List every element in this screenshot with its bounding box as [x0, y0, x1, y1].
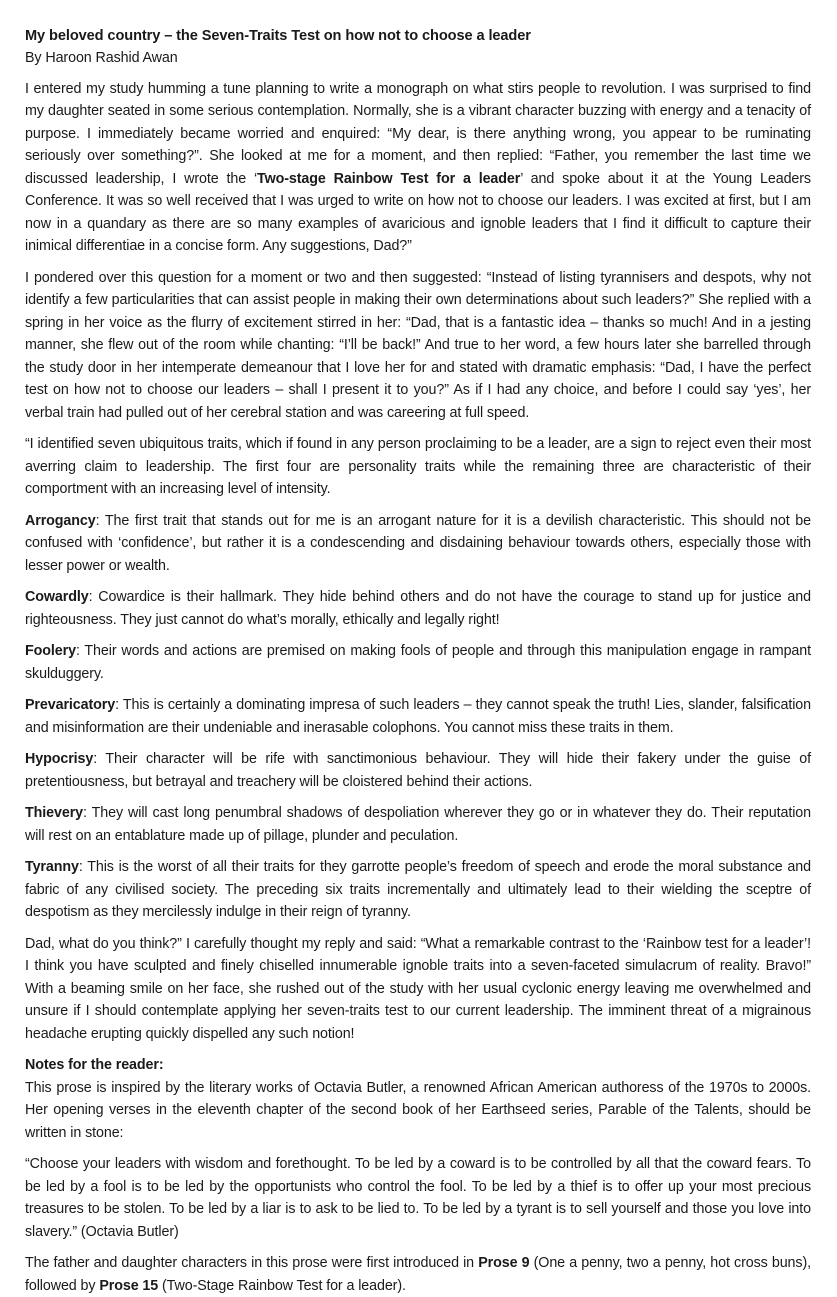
trait-name: Hypocrisy — [25, 751, 94, 767]
notes-final-paragraph — [25, 1252, 811, 1297]
butler-quote: “Choose your leaders with wisdom and forethought. To be led by a coward is to be controlled by all that the coward fears. To be led by a fool is to be led by the opportunists who control the fool. To be led by a thief is to offer up your most precious treasures to be stolen. To be led by a liar is to ask to be lied to. To be led by a tyrant is to sell yourself and those you love into slavery.” (Octavia Butler) — [25, 1156, 811, 1240]
trait-text: : Their character will be rife with sanctimonious behaviour. They will hide their fakery under the guise of pretentiousness, but betrayal and treachery will be cloistered behind their actions. — [25, 751, 811, 790]
prose-9-reference: Prose 9 — [478, 1255, 530, 1271]
trait-text: : This is certainly a dominating impresa of such leaders – they cannot speak the truth! Lies, slander, falsification and misinformation are their undeniable and inerasable colophons. You cannot miss these traits in them. — [25, 697, 811, 736]
trait-text: : Cowardice is their hallmark. They hide behind others and do not have the courage to stand up for justice and righteousness. They just cannot do what’s morally, ethically and legally right! — [25, 589, 811, 628]
rainbow-test-reference: Two-stage Rainbow Test for a leader — [257, 170, 521, 187]
byline: By Haroon Rashid Awan — [25, 50, 178, 66]
intro-paragraph-3: “I identified seven ubiquitous traits, which if found in any person proclaiming to be a leader, are a sign to reject even their most averring claim to leadership. The first four are personality traits while the remaining three are characteristic of their comportment with an increasing level of intensity. — [25, 436, 811, 497]
notes-text: The father and daughter characters in this prose were first introduced in — [25, 1255, 479, 1271]
trait-text: : Their words and actions are premised on making fools of people and through this manipulation engage in rampant skulduggery. — [25, 643, 811, 682]
notes-paragraph: This prose is inspired by the literary works of Octavia Butler, a renowned African American authoress of the 1970s to 2000s. Her opening verses in the eleventh chapter of the second book of her Earthseed series, Parable of the Talents, should be written in stone: — [25, 1079, 811, 1141]
trait-name: Prevaricatory — [25, 697, 116, 713]
trait-paragraph — [25, 748, 811, 793]
intro-paragraph-2: I pondered over this question for a moment or two and then suggested: “Instead of listing tyrannisers and despots, why not identify a few particularities that can assist people in making their own determinations about such leaders?” She replied with a spring in her voice as the flurry of excitement stirred in her: “Dad, that is a fantastic idea – thanks so much! And in a jesting manner, she flew out of the room while chanting: “I’ll be back!” And true to her word, a few hours later she barrelled through the study door in her intemperate demeanour that I love her for and stated with dramatic emphasis: “Dad, I have the perfect test on how not to choose our leaders – shall I present it to you?” As if I had any choice, and before I could say ‘yes’, her verbal train had pulled out of her cerebral station and was careering at full speed. — [25, 269, 811, 421]
trait-name: Thievery — [25, 805, 84, 821]
trait-paragraph — [25, 694, 811, 739]
trait-text: : This is the worst of all their traits for they garrotte people’s freedom of speech and erode the moral substance and fabric of any civilised society. The preceding six traits incrementally and ultimately lead to their wielding the sceptre of despotism as they mercilessly indulge in their reign of tyranny. — [25, 859, 811, 920]
notes-text: (Two-Stage Rainbow Test for a leader). — [158, 1277, 406, 1294]
trait-paragraph — [25, 510, 811, 578]
intro-text: I entered my study humming a tune planning to write a monograph on what stirs people to revolution. I was surprised to find my daughter seated in some serious contemplation. Normally, she is a vibrant character buzzing with energy and a tenacity of purpose. I immediately became worried and enquired: “My dear, is there anything wrong, you appear to be ruminating seriously over something?”. She looked at me for a moment, and then replied: “Father, you remember the last time we discussed leadership, I wrote the ‘ — [25, 80, 811, 187]
closing-paragraph: Dad, what do you think?” I carefully thought my reply and said: “What a remarkable contrast to the ‘Rainbow test for a leader’! I think you have sculpted and finely chiselled innumerable ignoble traits into a seven-faceted simulacrum of reality. Bravo!” With a beaming smile on her face, she rushed out of the study with her usual cyclonic energy leaving me overwhelmed and unsure if I should contemplate applying her seven-traits test to our current leadership. The imminent threat of a migrainous headache erupting quickly dispelled any such notion! — [25, 935, 811, 1042]
intro-text: ’ and spoke about it at the Young Leaders Conference. It was so well received that I was urged to write on how not to choose our leaders. I was excited at first, but I am now in a quandary as there are so many examples of avaricious and ignoble leaders that I find it difficult to capture their inimical differentiae in a concise form. Any suggestions, Dad?” — [25, 170, 811, 254]
trait-name: Arrogancy — [25, 512, 96, 529]
trait-text: : The first trait that stands out for me is an arrogant nature for it is a devilish characteristic. This should not be confused with ‘confidence’, but rather it is a condescending and disdaining behaviour towards others, especially those with lesser power or wealth. — [25, 512, 811, 574]
trait-paragraph — [25, 856, 811, 924]
trait-name: Tyranny — [25, 859, 79, 875]
trait-text: : They will cast long penumbral shadows of despoliation wherever they go or in whatever they do. Their reputation will rest on an entablature made up of pillage, plunder and peculation. — [25, 805, 811, 844]
intro-paragraph-1 — [25, 78, 811, 258]
trait-name: Cowardly — [25, 589, 89, 605]
notes-heading: Notes for the reader: — [25, 1057, 164, 1073]
trait-paragraph — [25, 640, 811, 685]
notes-text: (One a penny, two a penny, hot cross buns), followed by — [25, 1255, 811, 1294]
trait-paragraph — [25, 586, 811, 631]
article-title: My beloved country – the Seven-Traits Test on how not to choose a leader — [25, 28, 531, 44]
prose-15-reference: Prose 15 — [99, 1277, 159, 1294]
trait-paragraph — [25, 802, 811, 847]
trait-name: Foolery — [25, 643, 76, 659]
